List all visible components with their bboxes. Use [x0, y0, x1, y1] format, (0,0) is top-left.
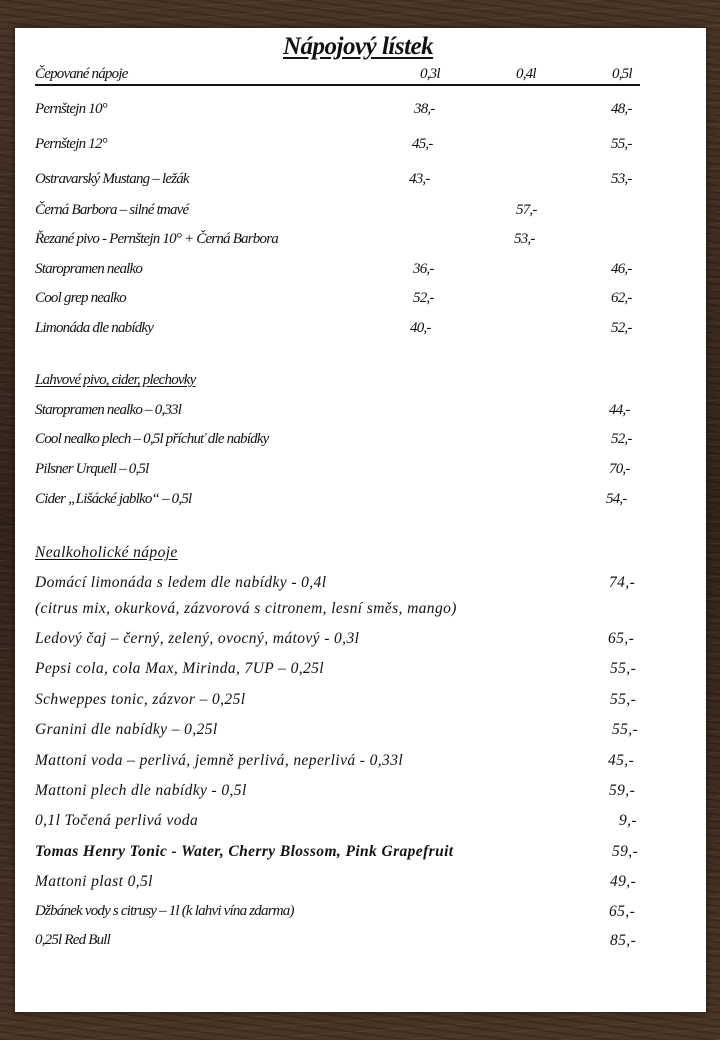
- soft-item-name: Domácí limonáda s ledem dle nabídky - 0,4l: [35, 574, 327, 591]
- soft-item-name: Pepsi cola, cola Max, Mirinda, 7UP – 0,25l: [35, 660, 325, 677]
- draft-item-name: Limonáda dle nabídky: [35, 320, 154, 336]
- col-header-04: 0,4l: [516, 66, 536, 82]
- bottled-item-price: 54,-: [606, 491, 627, 507]
- draft-item-name: Staropramen nealko: [35, 261, 143, 277]
- draft-item-price-03: 45,-: [412, 136, 433, 152]
- soft-item-name: Mattoni plech dle nabídky - 0,5l: [35, 782, 247, 799]
- draft-item-price-05: 55,-: [611, 136, 632, 152]
- soft-item-price: 9,-: [619, 812, 637, 829]
- draft-item-price-05: 53,-: [611, 171, 632, 187]
- bottled-item-price: 52,-: [611, 431, 632, 447]
- draft-item-price-03: 52,-: [413, 290, 434, 306]
- soft-item-name: Ledový čaj – černý, zelený, ovocný, mátový - 0,3l: [35, 630, 360, 647]
- draft-item-name: Pernštejn 12°: [35, 136, 107, 152]
- soft-item-name: Tomas Henry Tonic - Water, Cherry Blossom, Pink Grapefruit: [35, 843, 454, 860]
- draft-item-name: Řezané pivo - Pernštejn 10° + Černá Barbora: [35, 231, 278, 247]
- page-title: Nápojový lístek: [283, 33, 434, 60]
- soft-item-name: 0,25l Red Bull: [35, 932, 111, 948]
- soft-heading: Nealkoholické nápoje: [35, 544, 178, 561]
- draft-item-name: Černá Barbora – silné tmavé: [35, 202, 189, 218]
- draft-item-price-05: 48,-: [611, 101, 632, 117]
- draft-item-price-03: 43,-: [409, 171, 430, 187]
- draft-item-name: Pernštejn 10°: [35, 101, 107, 117]
- bottled-item-name: Cool nealko plech – 0,5l příchuť dle nabídky: [35, 431, 269, 447]
- soft-item-name: 0,1l Točená perlivá voda: [35, 812, 199, 829]
- soft-item-price: 45,-: [608, 752, 635, 769]
- draft-item-price-03: 40,-: [410, 320, 431, 336]
- draft-heading: Čepované nápoje: [35, 66, 128, 82]
- bottled-item-name: Pilsner Urquell – 0,5l: [35, 461, 149, 477]
- soft-item-name: Granini dle nabídky – 0,25l: [35, 721, 218, 738]
- soft-item-name: Mattoni voda – perlivá, jemně perlivá, neperlivá - 0,33l: [35, 752, 404, 769]
- bottled-item-name: Staropramen nealko – 0,33l: [35, 402, 182, 418]
- soft-item-name: Džbánek vody s citrusy – 1l (k lahvi vína zdarma): [35, 903, 294, 919]
- draft-item-price-03: 38,-: [414, 101, 435, 117]
- soft-item-price: 59,-: [612, 843, 639, 860]
- draft-item-name: Ostravarský Mustang – ležák: [35, 171, 189, 187]
- draft-item-price-03: 36,-: [413, 261, 434, 277]
- draft-item-price-04: 53,-: [514, 231, 535, 247]
- soft-item-price: 49,-: [610, 873, 637, 890]
- col-header-05: 0,5l: [612, 66, 632, 82]
- bottled-item-price: 70,-: [609, 461, 630, 477]
- soft-item-price: 55,-: [612, 721, 639, 738]
- soft-item-price: 85,-: [610, 932, 637, 949]
- draft-item-price-05: 62,-: [611, 290, 632, 306]
- header-rule: [35, 84, 640, 86]
- soft-item-price: 74,-: [609, 574, 636, 591]
- soft-item-name: Mattoni plast 0,5l: [35, 873, 153, 890]
- col-header-03: 0,3l: [420, 66, 440, 82]
- soft-item-price: 59,-: [609, 782, 636, 799]
- soft-item-price: 65,-: [609, 903, 636, 920]
- bottled-item-price: 44,-: [609, 402, 630, 418]
- soft-item-price: 55,-: [610, 660, 637, 677]
- bottled-heading: Lahvové pivo, cider, plechovky: [35, 372, 196, 388]
- soft-item-note: (citrus mix, okurková, zázvorová s citronem, lesní směs, mango): [35, 600, 457, 617]
- soft-item-price: 65,-: [608, 630, 635, 647]
- soft-item-name: Schweppes tonic, zázvor – 0,25l: [35, 691, 246, 708]
- soft-item-price: 55,-: [610, 691, 637, 708]
- draft-item-price-04: 57,-: [516, 202, 537, 218]
- draft-item-price-05: 52,-: [611, 320, 632, 336]
- draft-item-price-05: 46,-: [611, 261, 632, 277]
- draft-item-name: Cool grep nealko: [35, 290, 126, 306]
- bottled-item-name: Cider „Lišácké jablko“ – 0,5l: [35, 491, 192, 507]
